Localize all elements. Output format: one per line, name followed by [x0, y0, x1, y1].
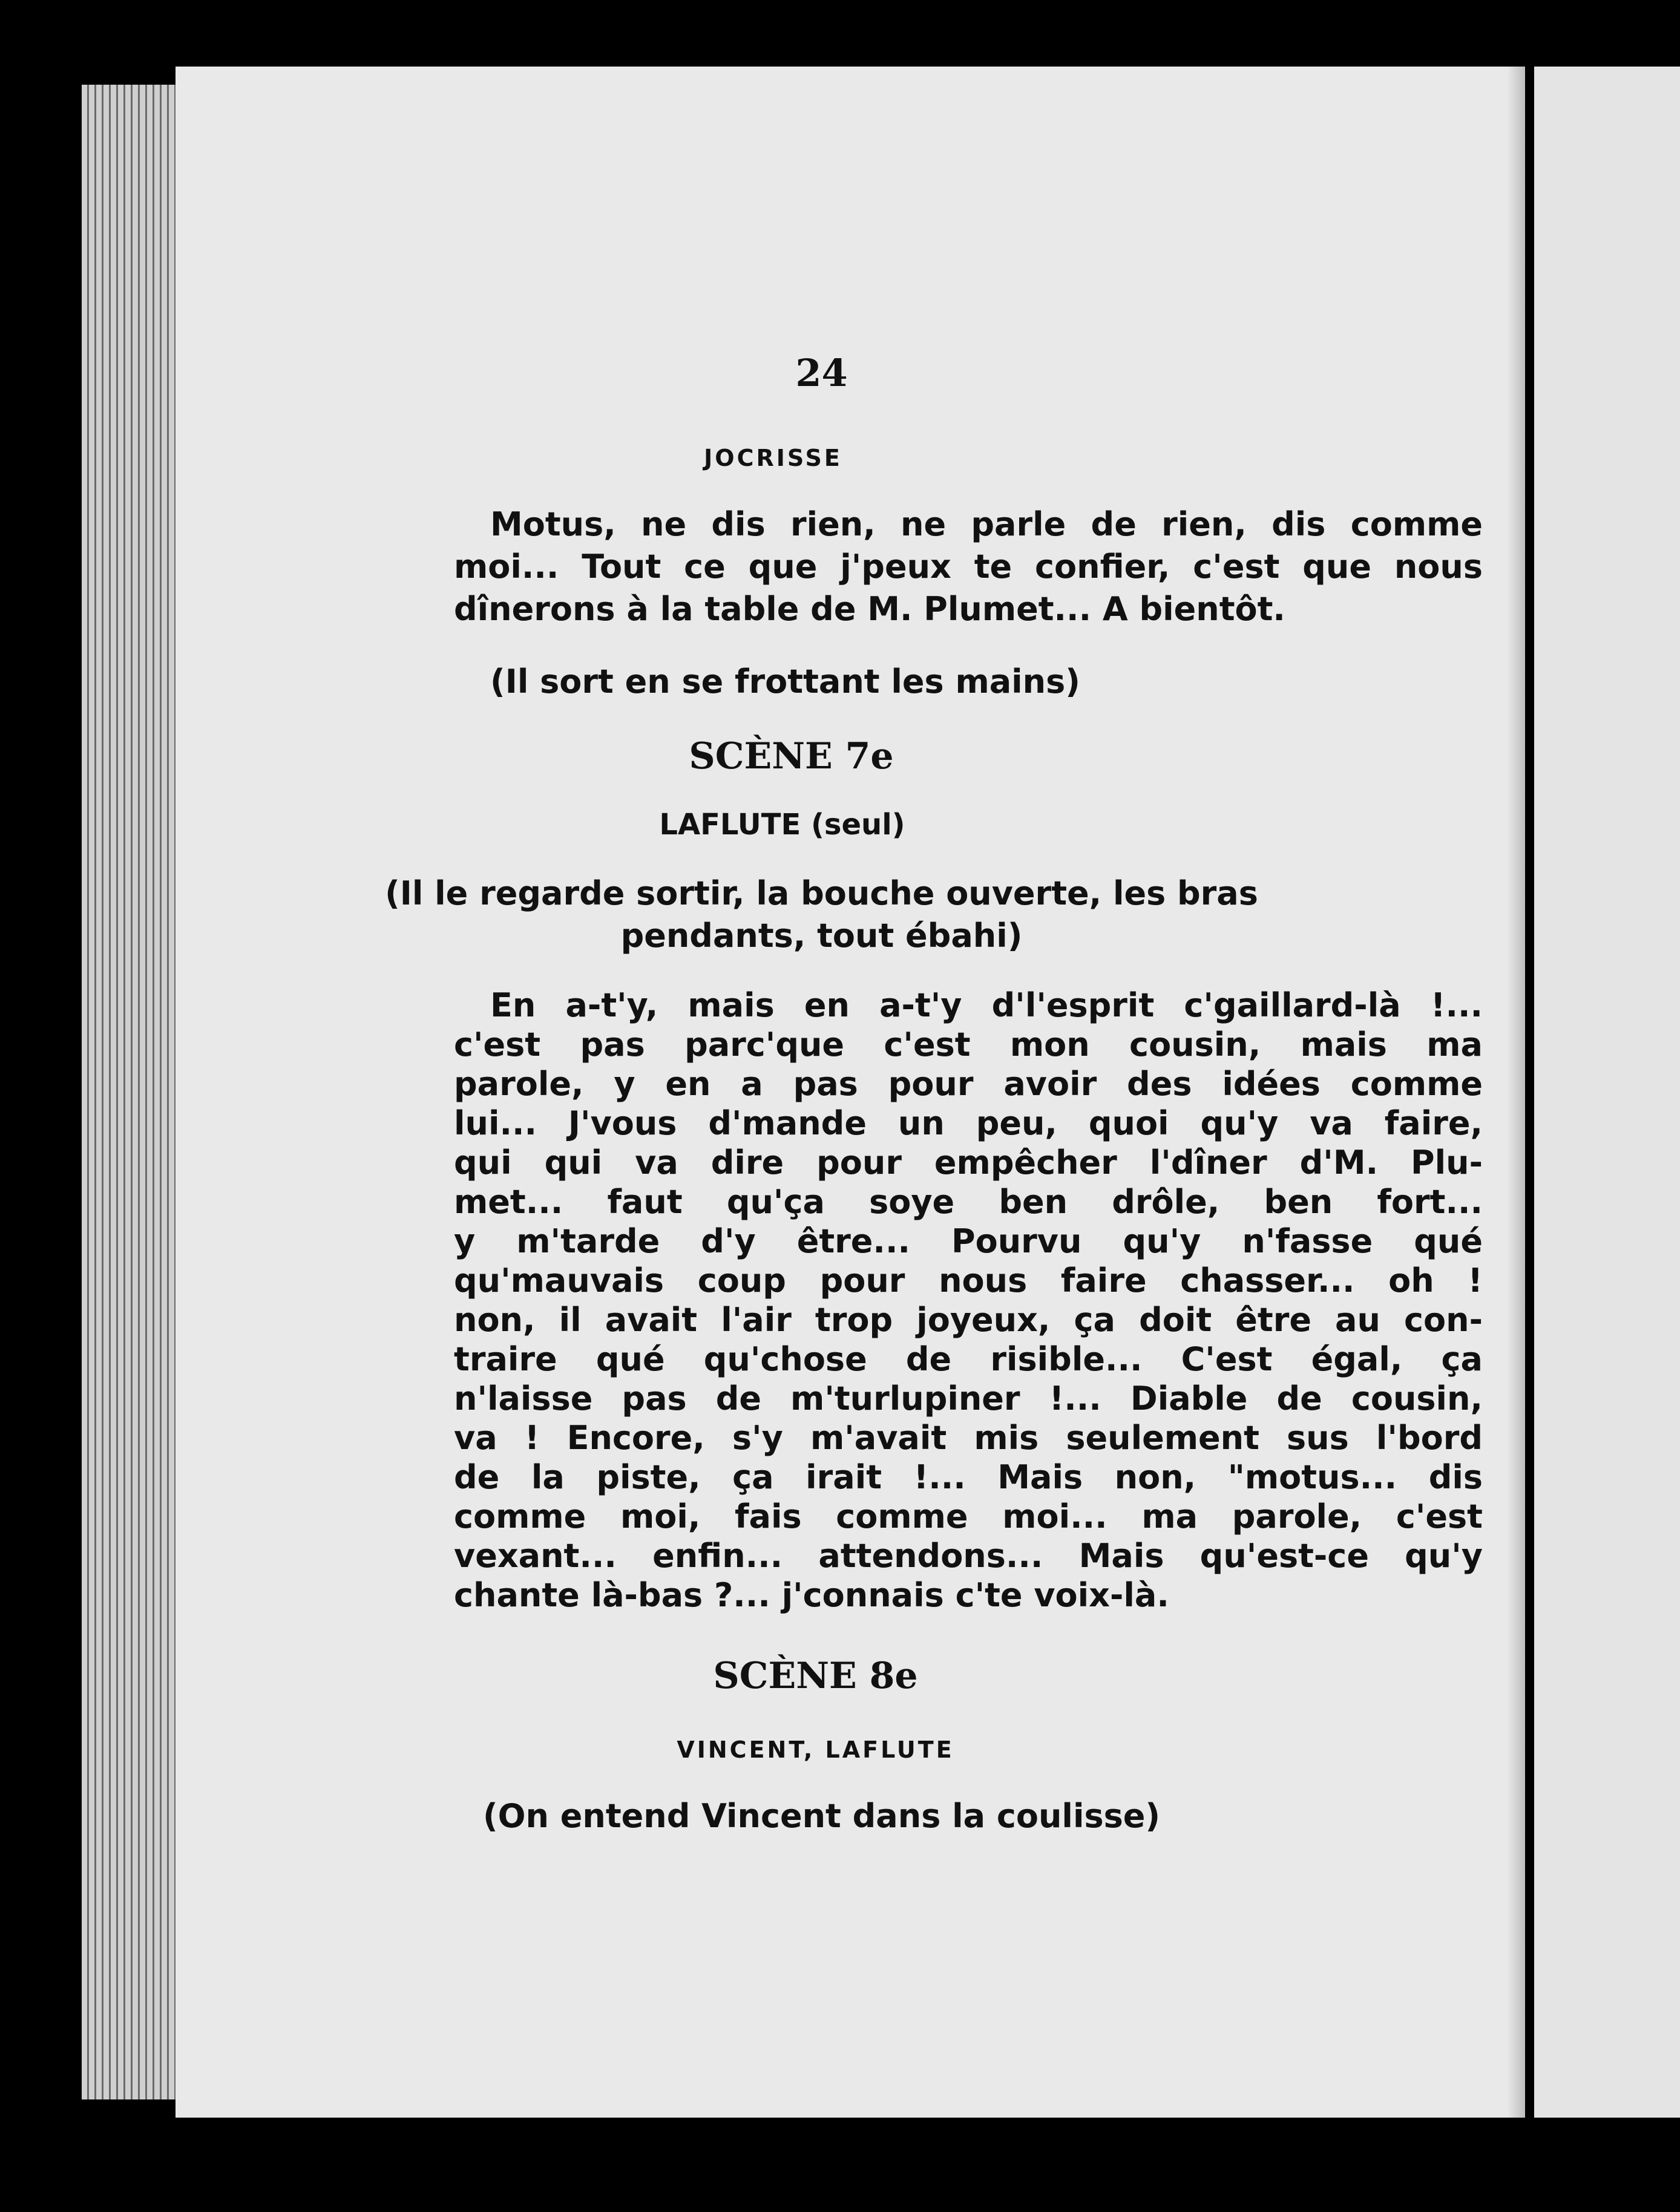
text-line: (Il le regarde sortir, la bouche ouverte, les bras: [385, 874, 1258, 912]
text-line: En a-t'y, mais en a-t'y d'l'esprit c'gaillard-là !...: [490, 986, 1483, 1024]
text-line: parole, y en a pas pour avoir des idées comme: [454, 1065, 1483, 1103]
text-line: traire qué qu'chose de risible... C'est égal, ça: [454, 1340, 1483, 1378]
text-line: c'est pas parc'que c'est mon cousin, mais ma: [454, 1026, 1483, 1064]
text-line: vexant... enfin... attendons... Mais qu'est-ce qu'y: [454, 1537, 1483, 1575]
text-line: pendants, tout ébahi): [620, 917, 1023, 955]
text-line: de la piste, ça irait !... Mais non, "motus... dis: [454, 1458, 1483, 1496]
scene-heading-8: SCÈNE 8e: [713, 1655, 918, 1697]
page-number: 24: [795, 351, 848, 395]
speaker-vincent-laflute: VINCENT, LAFLUTE: [677, 1736, 954, 1763]
text-line: dînerons à la table de M. Plumet... A bientôt.: [454, 590, 1285, 628]
scene-heading-7: SCÈNE 7e: [689, 735, 894, 777]
text-line: Motus, ne dis rien, ne parle de rien, dis comme: [490, 505, 1483, 543]
gutter-shadow: [1507, 67, 1525, 2118]
speaker-jocrisse: JOCRISSE: [704, 445, 842, 471]
text-line: qu'mauvais coup pour nous faire chasser... oh !: [454, 1261, 1483, 1300]
text-line: n'laisse pas de m'turlupiner !... Diable de cousin,: [454, 1379, 1483, 1418]
text-line: va ! Encore, s'y m'avait mis seulement sus l'bord: [454, 1419, 1483, 1457]
speaker-laflute: LAFLUTE (seul): [659, 808, 905, 842]
text-line: moi... Tout ce que j'peux te confier, c'est que nous: [454, 548, 1483, 586]
text-line: y m'tarde d'y être... Pourvu qu'y n'fasse qué: [454, 1222, 1483, 1260]
text-line: chante là-bas ?... j'connais c'te voix-là.: [454, 1576, 1169, 1614]
book-page: [176, 67, 1516, 2118]
text-line: qui qui va dire pour empêcher l'dîner d'M. Plu-: [454, 1144, 1483, 1182]
stage-direction-coulisse: (On entend Vincent dans la coulisse): [482, 1797, 1161, 1835]
text-line: met... faut qu'ça soye ben drôle, ben fort...: [454, 1183, 1483, 1221]
text-line: lui... J'vous d'mande un peu, quoi qu'y va faire,: [454, 1104, 1483, 1142]
adjacent-page: [1534, 67, 1680, 2118]
text-line: comme moi, fais comme moi... ma parole, c'est: [454, 1497, 1483, 1536]
page-text: [176, 67, 1516, 2118]
stage-direction: (Il sort en se frottant les mains): [490, 663, 1080, 701]
text-line: non, il avait l'air trop joyeux, ça doit être au con-: [454, 1301, 1483, 1339]
